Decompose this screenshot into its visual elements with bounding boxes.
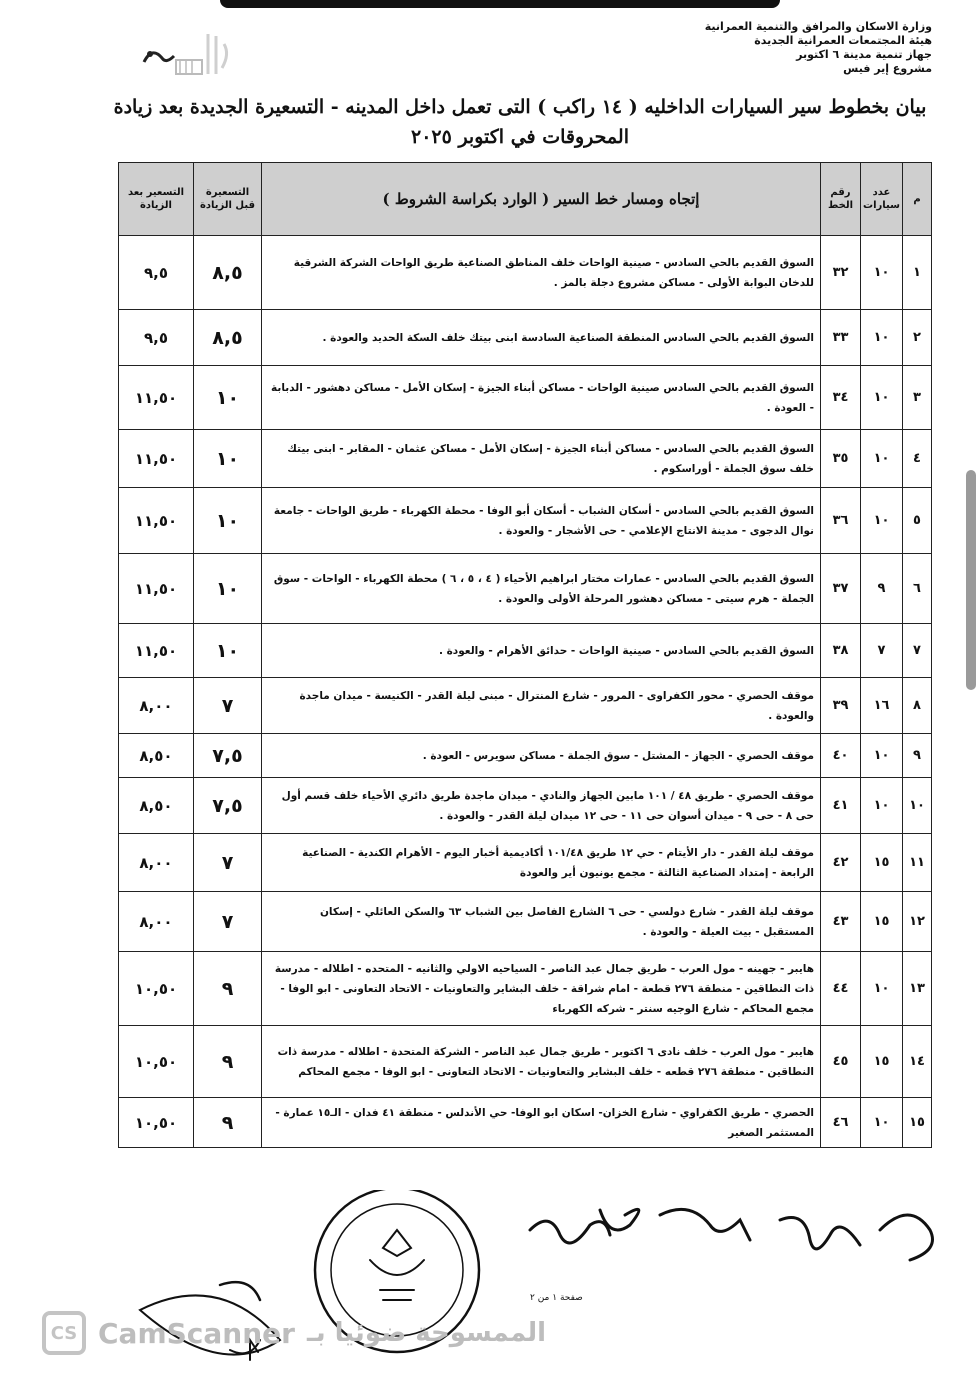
camscanner-watermark	[42, 1308, 546, 1358]
cars-cell: ١٠	[861, 430, 903, 488]
price-before-cell: ٧,٥	[194, 734, 262, 778]
price-before-cell: ٧	[194, 892, 262, 952]
table-row	[119, 678, 932, 734]
line-number-cell: ٤٤	[821, 952, 861, 1026]
table-row	[119, 952, 932, 1026]
camscanner-logo-icon: CS	[42, 1311, 86, 1355]
authority-line: هيئة المجتمعات العمرانية الجديدة	[754, 34, 932, 47]
col-price-after-header: التسعير بعد الزيادة	[119, 163, 194, 236]
cars-cell: ١٠	[861, 778, 903, 834]
cars-cell: ١٠	[861, 366, 903, 430]
serial-cell: ٣	[903, 366, 932, 430]
serial-cell: ١١	[903, 834, 932, 892]
table-row	[119, 734, 932, 778]
route-cell: السوق القديم بالحي السادس - صينية الواحات - حدائق الأهرام - والعودة .	[262, 624, 821, 678]
price-before-cell: ٩	[194, 1026, 262, 1098]
route-cell: السوق القديم بالحي السادس صينية الواحات - مساكن أبناء الجيزة - إسكان الأمل - مساكن دهشور - الدبابة - العودة .	[262, 366, 821, 430]
price-after-cell: ٨,٥٠	[119, 778, 194, 834]
serial-cell: ٩	[903, 734, 932, 778]
price-after-cell: ١٠,٥٠	[119, 1026, 194, 1098]
route-cell: موقف ليلة القدر - دار الأيتام - حي ١٢ طريق ١٠١/٤٨ أكاديمية أخبار اليوم - الأهرام الكندية - الصناعية الرابعة - إمتداد الصناعية الثالثة - مجمع يونيون أير والعودة	[262, 834, 821, 892]
price-after-cell: ١١,٥٠	[119, 366, 194, 430]
table-row	[119, 366, 932, 430]
price-before-cell: ١٠	[194, 430, 262, 488]
line-number-cell: ٣٢	[821, 236, 861, 310]
ministry-line: وزارة الاسكان والمرافق والتنمية العمرانية	[704, 20, 932, 33]
serial-cell: ٦	[903, 554, 932, 624]
cars-cell: ١٥	[861, 892, 903, 952]
price-before-cell: ٩	[194, 952, 262, 1026]
price-after-cell: ١١,٥٠	[119, 488, 194, 554]
table-row	[119, 834, 932, 892]
line-number-cell: ٣٤	[821, 366, 861, 430]
title-line-2: المحروقات في اكتوبر ٢٠٢٥	[411, 126, 629, 148]
price-before-cell: ٨,٥	[194, 236, 262, 310]
route-cell: موقف الحصري - طريق ٤٨ / ١٠١ مابين الجهاز والنادي - ميدان ماجدة طريق دائري الأحياء خلف قسم أول حى ٨ - حى ٩ - ميدان أسوان حى ١١ - حى ١٢ ميدان ليلة القدر - والعودة .	[262, 778, 821, 834]
serial-cell: ٧	[903, 624, 932, 678]
title-line-1: بيان بخطوط سير السيارات الداخليه ( ١٤ راكب ) التى تعمل داخل المدينه - التسعيرة الجديدة بعد زيادة	[113, 96, 927, 118]
table-row	[119, 778, 932, 834]
document-title	[110, 92, 930, 152]
price-after-cell: ٨,٠٠	[119, 834, 194, 892]
price-before-cell: ٧	[194, 678, 262, 734]
col-serial-header: م	[903, 163, 932, 236]
price-before-cell: ٧	[194, 834, 262, 892]
serial-cell: ٢	[903, 310, 932, 366]
table-row	[119, 236, 932, 310]
table-row	[119, 892, 932, 952]
cars-cell: ١٥	[861, 1026, 903, 1098]
route-cell: الحصري - طريق الكفراوي - شارع الخزان- اسكان ابو الوفا- حي الأندلس - منطقة ٤١ فدان - الـ١٥ عمارة - المستثمر الصغير	[262, 1098, 821, 1148]
project-line: مشروع إير فيس	[843, 62, 932, 75]
line-number-cell: ٤١	[821, 778, 861, 834]
col-cars-header: عدد سيارات	[861, 163, 903, 236]
serial-cell: ٨	[903, 678, 932, 734]
scrollbar[interactable]	[966, 470, 976, 690]
ministry-header	[692, 20, 932, 76]
serial-cell: ١٣	[903, 952, 932, 1026]
price-after-cell: ١٠,٥٠	[119, 1098, 194, 1148]
cars-cell: ١٠	[861, 952, 903, 1026]
cars-cell: ١٠	[861, 236, 903, 310]
route-cell: موقف الحصري - الجهاز - المشتل - سوق الجملة - مساكن سويرس - العودة .	[262, 734, 821, 778]
line-number-cell: ٣٨	[821, 624, 861, 678]
price-before-cell: ٩	[194, 1098, 262, 1148]
line-number-cell: ٣٩	[821, 678, 861, 734]
cars-cell: ٩	[861, 554, 903, 624]
price-after-cell: ١١,٥٠	[119, 430, 194, 488]
route-cell: السوق القديم بالحي السادس - عمارات مختار ابراهيم الأحياء ( ٤ ، ٥ ، ٦ ) محطة الكهرباء - الواحات - سوق الجملة - هرم سيتى - مساكن دهشور المرحلة الأولى والعودة .	[262, 554, 821, 624]
price-after-cell: ٩,٥	[119, 236, 194, 310]
line-number-cell: ٤٦	[821, 1098, 861, 1148]
price-after-cell: ٨,٠٠	[119, 892, 194, 952]
cars-cell: ٧	[861, 624, 903, 678]
table-row	[119, 310, 932, 366]
route-cell: السوق القديم بالحي السادس - صينية الواحات خلف المناطق الصناعية طريق الواحات الشركة الشرقية للدخان البوابة الأولى - مساكن مشروع دجلة بالمز .	[262, 236, 821, 310]
line-number-cell: ٣٣	[821, 310, 861, 366]
route-cell: موقف الحصري - محور الكفراوى - المرور - شارع المنترال - مبنى ليلة القدر - الكنيسة - ميدان ماجدة والعودة .	[262, 678, 821, 734]
route-cell: هايبر - مول العرب - خلف نادى ٦ اكتوبر - طريق جمال عبد الناصر - الشركة المتحدة - اطلاله - مدرسة ذات النطاقين - منطقة ٢٧٦ قطعه - خلف البشاير والتعاونيات - الاتحاد التعاونى - ابو الوفا - مجمع المحاكم	[262, 1026, 821, 1098]
routes-table	[118, 162, 932, 1148]
price-before-cell: ١٠	[194, 554, 262, 624]
table-header-row	[119, 163, 932, 236]
serial-cell: ١٠	[903, 778, 932, 834]
top-edge	[0, 0, 978, 14]
serial-cell: ١	[903, 236, 932, 310]
line-number-cell: ٤٢	[821, 834, 861, 892]
cars-cell: ١٠	[861, 488, 903, 554]
watermark-text-ar: الممسوحة ضوئيا بـ	[306, 1318, 547, 1348]
price-after-cell: ٨,٥٠	[119, 734, 194, 778]
price-before-cell: ١٠	[194, 488, 262, 554]
route-cell: السوق القديم بالحي السادس المنطقة الصناعية السادسة ابنى بيتك خلف السكة الحديد والعودة .	[262, 310, 821, 366]
table-row	[119, 554, 932, 624]
line-number-cell: ٣٥	[821, 430, 861, 488]
line-number-cell: ٤٣	[821, 892, 861, 952]
route-cell: السوق القديم بالحي السادس - أسكان الشباب - أسكان أبو الوفا - محطة الكهرباء - طريق الواحات - جامعة نوال الدجوى - مدينة الانتاج الإعلامي - حى الأشجار - والعودة .	[262, 488, 821, 554]
line-number-cell: ٤٠	[821, 734, 861, 778]
faded-logo-mark	[140, 24, 250, 84]
route-cell: موقف ليلة القدر - شارع دولسي - حى ٦ الشارع الفاصل بين الشباب ٦٣ والسكن العائلي - إسكان المستقبل - بيت العيلة - والعودة .	[262, 892, 821, 952]
cars-cell: ١٠	[861, 310, 903, 366]
serial-cell: ٥	[903, 488, 932, 554]
agency-line: جهاز تنمية مدينة ٦ اكتوبر	[796, 48, 932, 61]
price-before-cell: ١٠	[194, 366, 262, 430]
col-price-before-header: التسعيرة قبل الزيادة	[194, 163, 262, 236]
cars-cell: ١٠	[861, 734, 903, 778]
serial-cell: ١٤	[903, 1026, 932, 1098]
line-number-cell: ٣٧	[821, 554, 861, 624]
serial-cell: ٤	[903, 430, 932, 488]
price-before-cell: ٨,٥	[194, 310, 262, 366]
price-after-cell: ١١,٥٠	[119, 624, 194, 678]
price-before-cell: ٧,٥	[194, 778, 262, 834]
col-route-header: إتجاه ومسار خط السير ( الوارد بكراسة الشروط )	[262, 163, 821, 236]
route-cell: هايبر - جهينه - مول العرب - طريق جمال عبد الناصر - السياحيه الاولي والثانيه - المتحده - اطلاله - مدرسة ذات النطاقين - منطقة ٢٧٦ قطعة - امام شراقة - خلف البشاير والتعاونيات - الاتحاد التعاونى - ابو الوفا - مجمع المحاكم - شارع الوجيه سنتر - شركه الكهرباء	[262, 952, 821, 1026]
col-line-header: رقم الخط	[821, 163, 861, 236]
page-number: صفحة ١ من ٢	[530, 1293, 583, 1303]
price-after-cell: ٨,٠٠	[119, 678, 194, 734]
line-number-cell: ٣٦	[821, 488, 861, 554]
table-row	[119, 430, 932, 488]
cars-cell: ١٥	[861, 834, 903, 892]
route-cell: السوق القديم بالحي السادس - مساكن أبناء الجيزة - إسكان الأمل - مساكن عثمان - المقابر - ابنى بيتك خلف سوق الجملة - أوراسكوم .	[262, 430, 821, 488]
table-row	[119, 1026, 932, 1098]
table-row	[119, 1098, 932, 1148]
price-before-cell: ١٠	[194, 624, 262, 678]
serial-cell: ١٢	[903, 892, 932, 952]
serial-cell: ١٥	[903, 1098, 932, 1148]
price-after-cell: ١١,٥٠	[119, 554, 194, 624]
watermark-text-en: CamScanner	[98, 1316, 295, 1350]
cars-cell: ١٦	[861, 678, 903, 734]
price-after-cell: ٩,٥	[119, 310, 194, 366]
cars-cell: ١٠	[861, 1098, 903, 1148]
price-after-cell: ١٠,٥٠	[119, 952, 194, 1026]
table-row	[119, 624, 932, 678]
line-number-cell: ٤٥	[821, 1026, 861, 1098]
table-row	[119, 488, 932, 554]
signatures-and-stamp	[100, 1190, 960, 1390]
